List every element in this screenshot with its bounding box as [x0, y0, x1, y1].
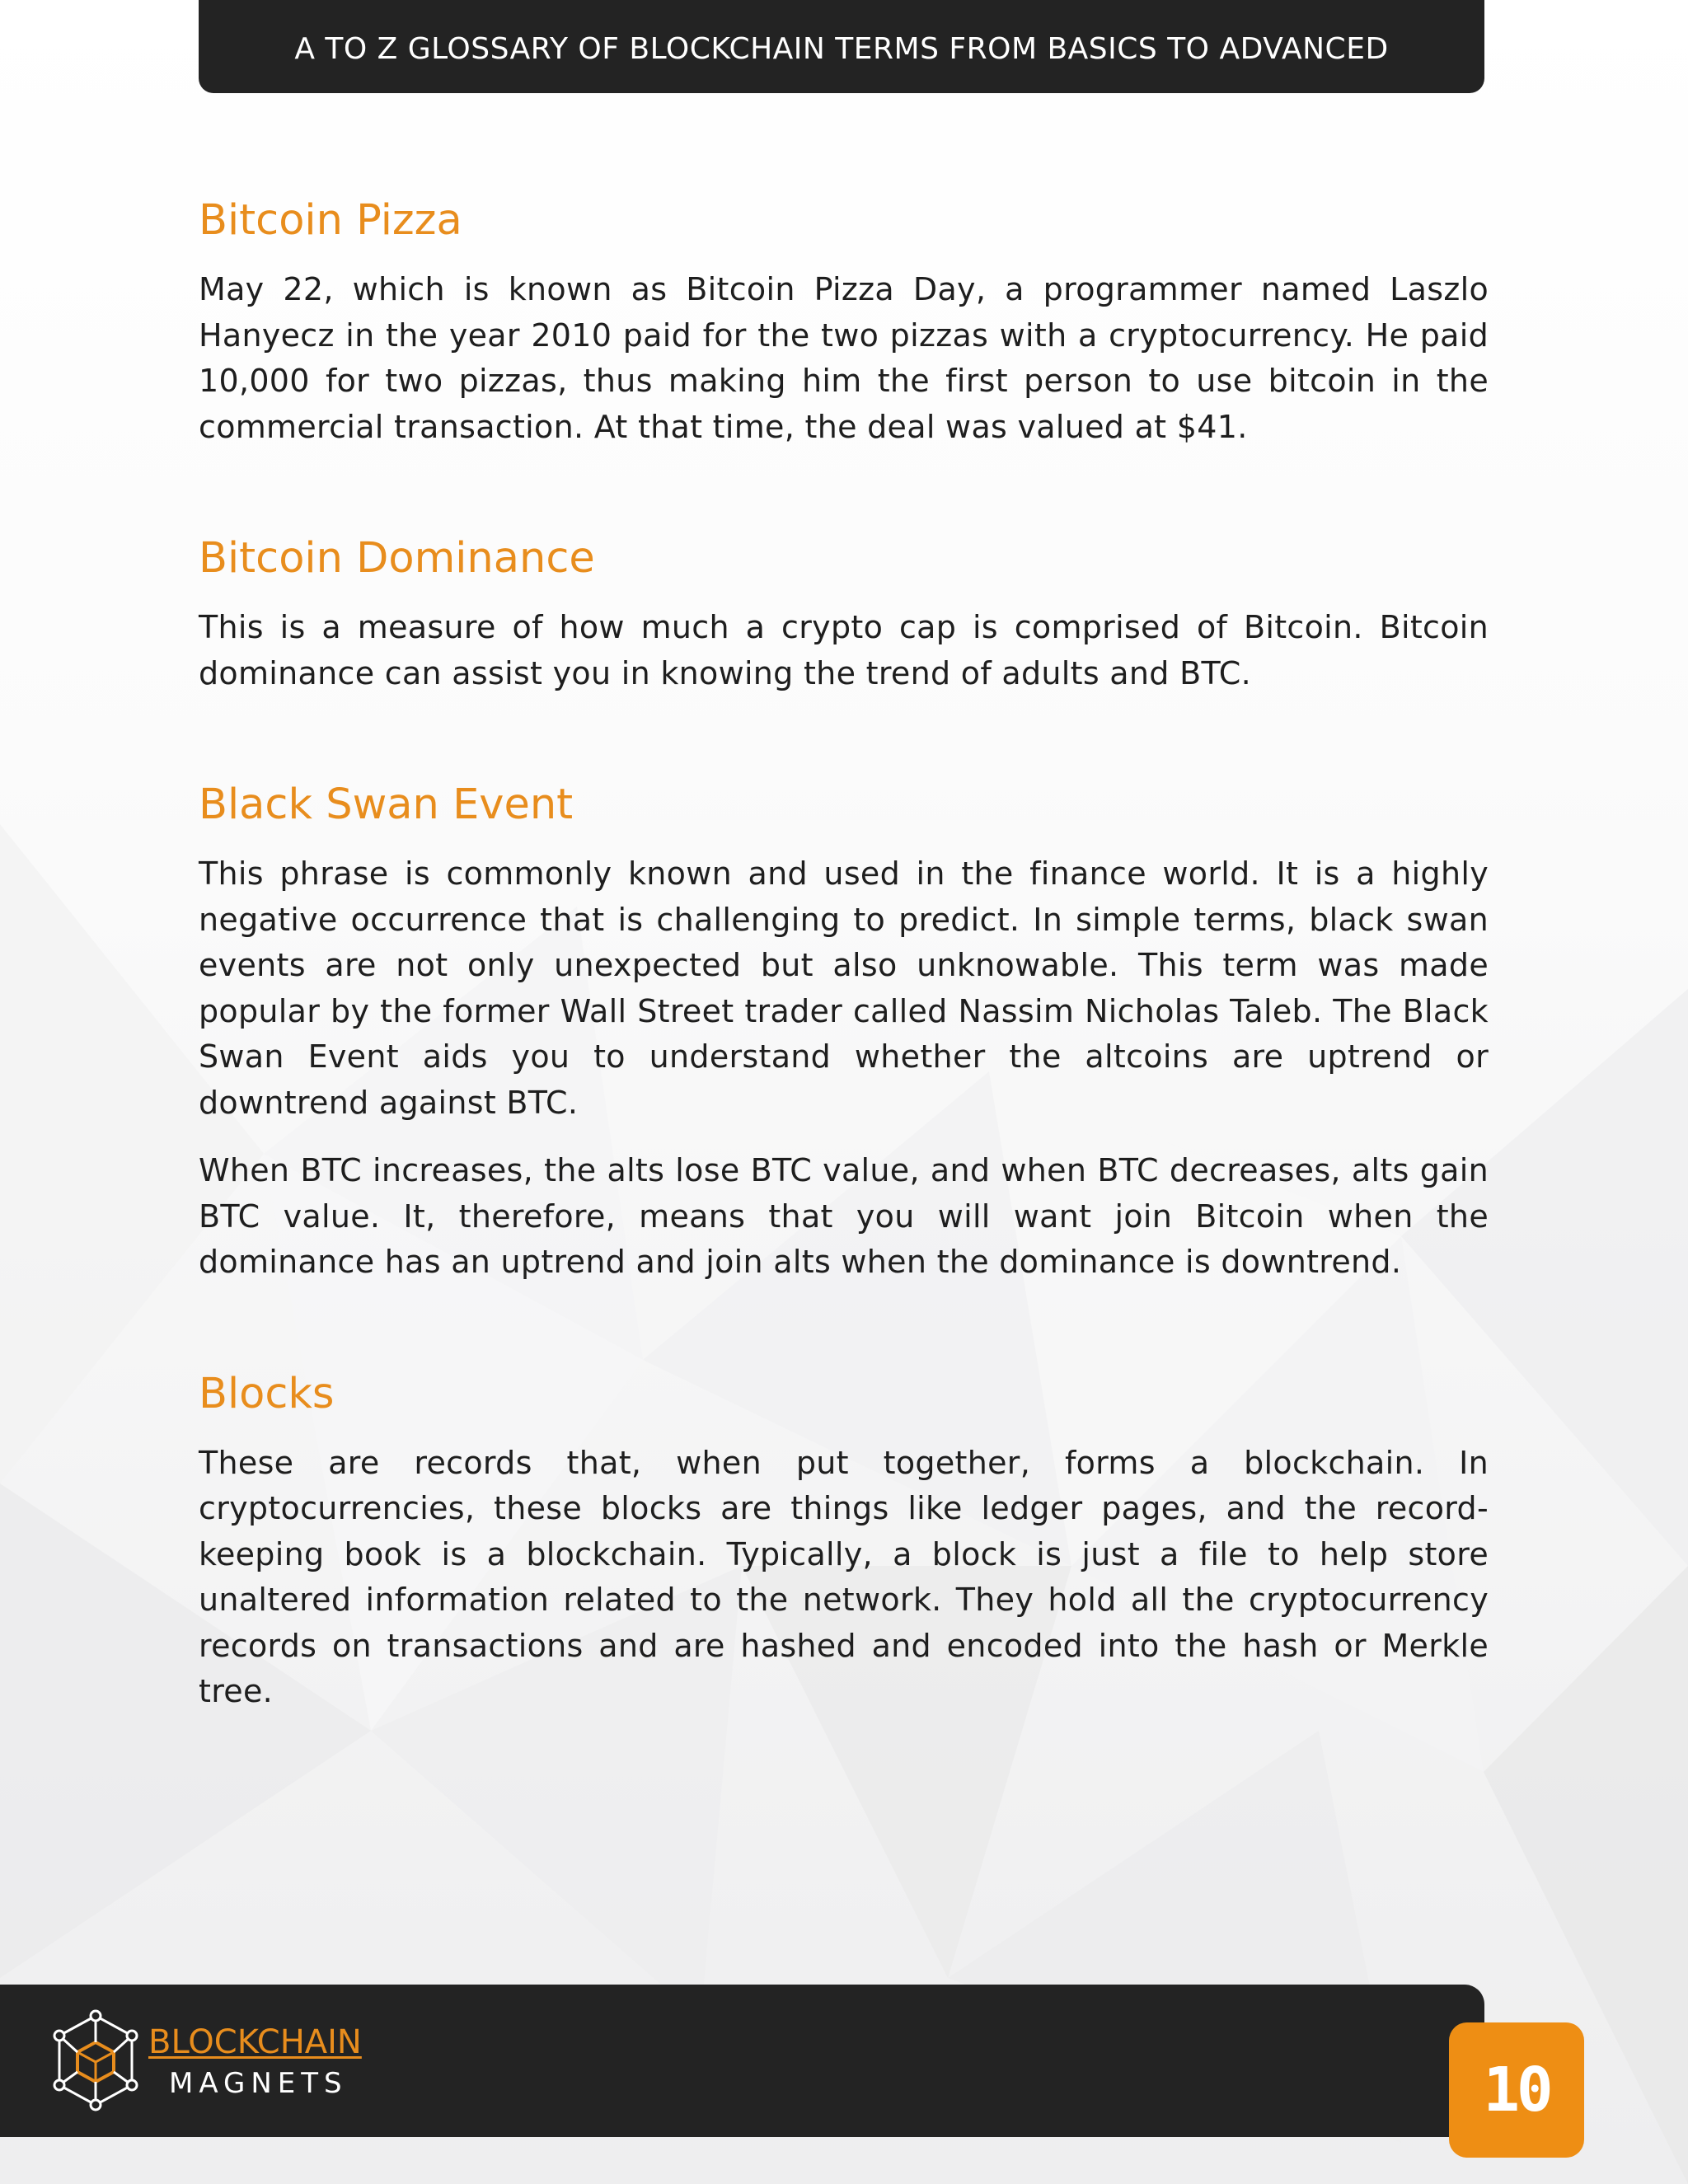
cube-network-icon [49, 2009, 142, 2111]
entry-paragraph: May 22, which is known as Bitcoin Pizza Day, a programmer named Laszlo Hanyecz in the year 2010 paid for the two pizzas with a cryptocurrency. He paid 10,000 for two pizzas, thus making him the first person to use bitcoin in the commercial transaction. At that time, the deal was valued at $41. [199, 271, 1489, 445]
glossary-content [199, 191, 1489, 1715]
entry-paragraph: These are records that, when put together, forms a blockchain. In cryptocurrencies, these blocks are things like ledger pages, and the record-keeping book is a blockchain. Typically, a block is just a file to help store unaltered information related to the network. They hold all the cryptocurrency records on transactions and are hashed and encoded into the hash or Merkle tree. [199, 1444, 1489, 1709]
entry-paragraph: When BTC increases, the alts lose BTC value, and when BTC decreases, alts gain BTC value. It, therefore, means that you will want join Bitcoin when the dominance has an uptrend and join alts when the dominance is downtrend. [199, 1152, 1489, 1280]
glossary-entry-black-swan-event [199, 776, 1489, 1286]
page-number-badge [1449, 2022, 1584, 2158]
entry-title: Bitcoin Dominance [199, 534, 595, 583]
footer-bar [0, 1985, 1484, 2137]
glossary-entry-bitcoin-dominance [199, 529, 1489, 696]
entry-title: Black Swan Event [199, 780, 574, 829]
glossary-entry-bitcoin-pizza [199, 191, 1489, 450]
document-title: A TO Z GLOSSARY OF BLOCKCHAIN TERMS FROM BASICS TO ADVANCED [294, 32, 1389, 66]
entry-title: Bitcoin Pizza [199, 196, 462, 245]
header-bar [199, 0, 1484, 93]
page-number: 10 [1483, 2055, 1550, 2125]
entry-paragraph: This phrase is commonly known and used in the finance world. It is a highly negative occurrence that is challenging to predict. In simple terms, black swan events are not only unexpected but also unknowable. This term was made popular by the former Wall Street trader called Nassim Nicholas Taleb. The Black Swan Event aids you to understand whether the altcoins are uptrend or downtrend against BTC. [199, 855, 1489, 1121]
logo-wordmark-magnets: MAGNETS [169, 2067, 348, 2100]
logo-wordmark-blockchain: BLOCKCHAIN [148, 2023, 362, 2061]
glossary-entry-blocks [199, 1365, 1489, 1715]
entry-title: Blocks [199, 1369, 335, 1418]
entry-paragraph: This is a measure of how much a crypto cap is comprised of Bitcoin. Bitcoin dominance can assist you in knowing the trend of adults and BTC. [199, 609, 1489, 691]
